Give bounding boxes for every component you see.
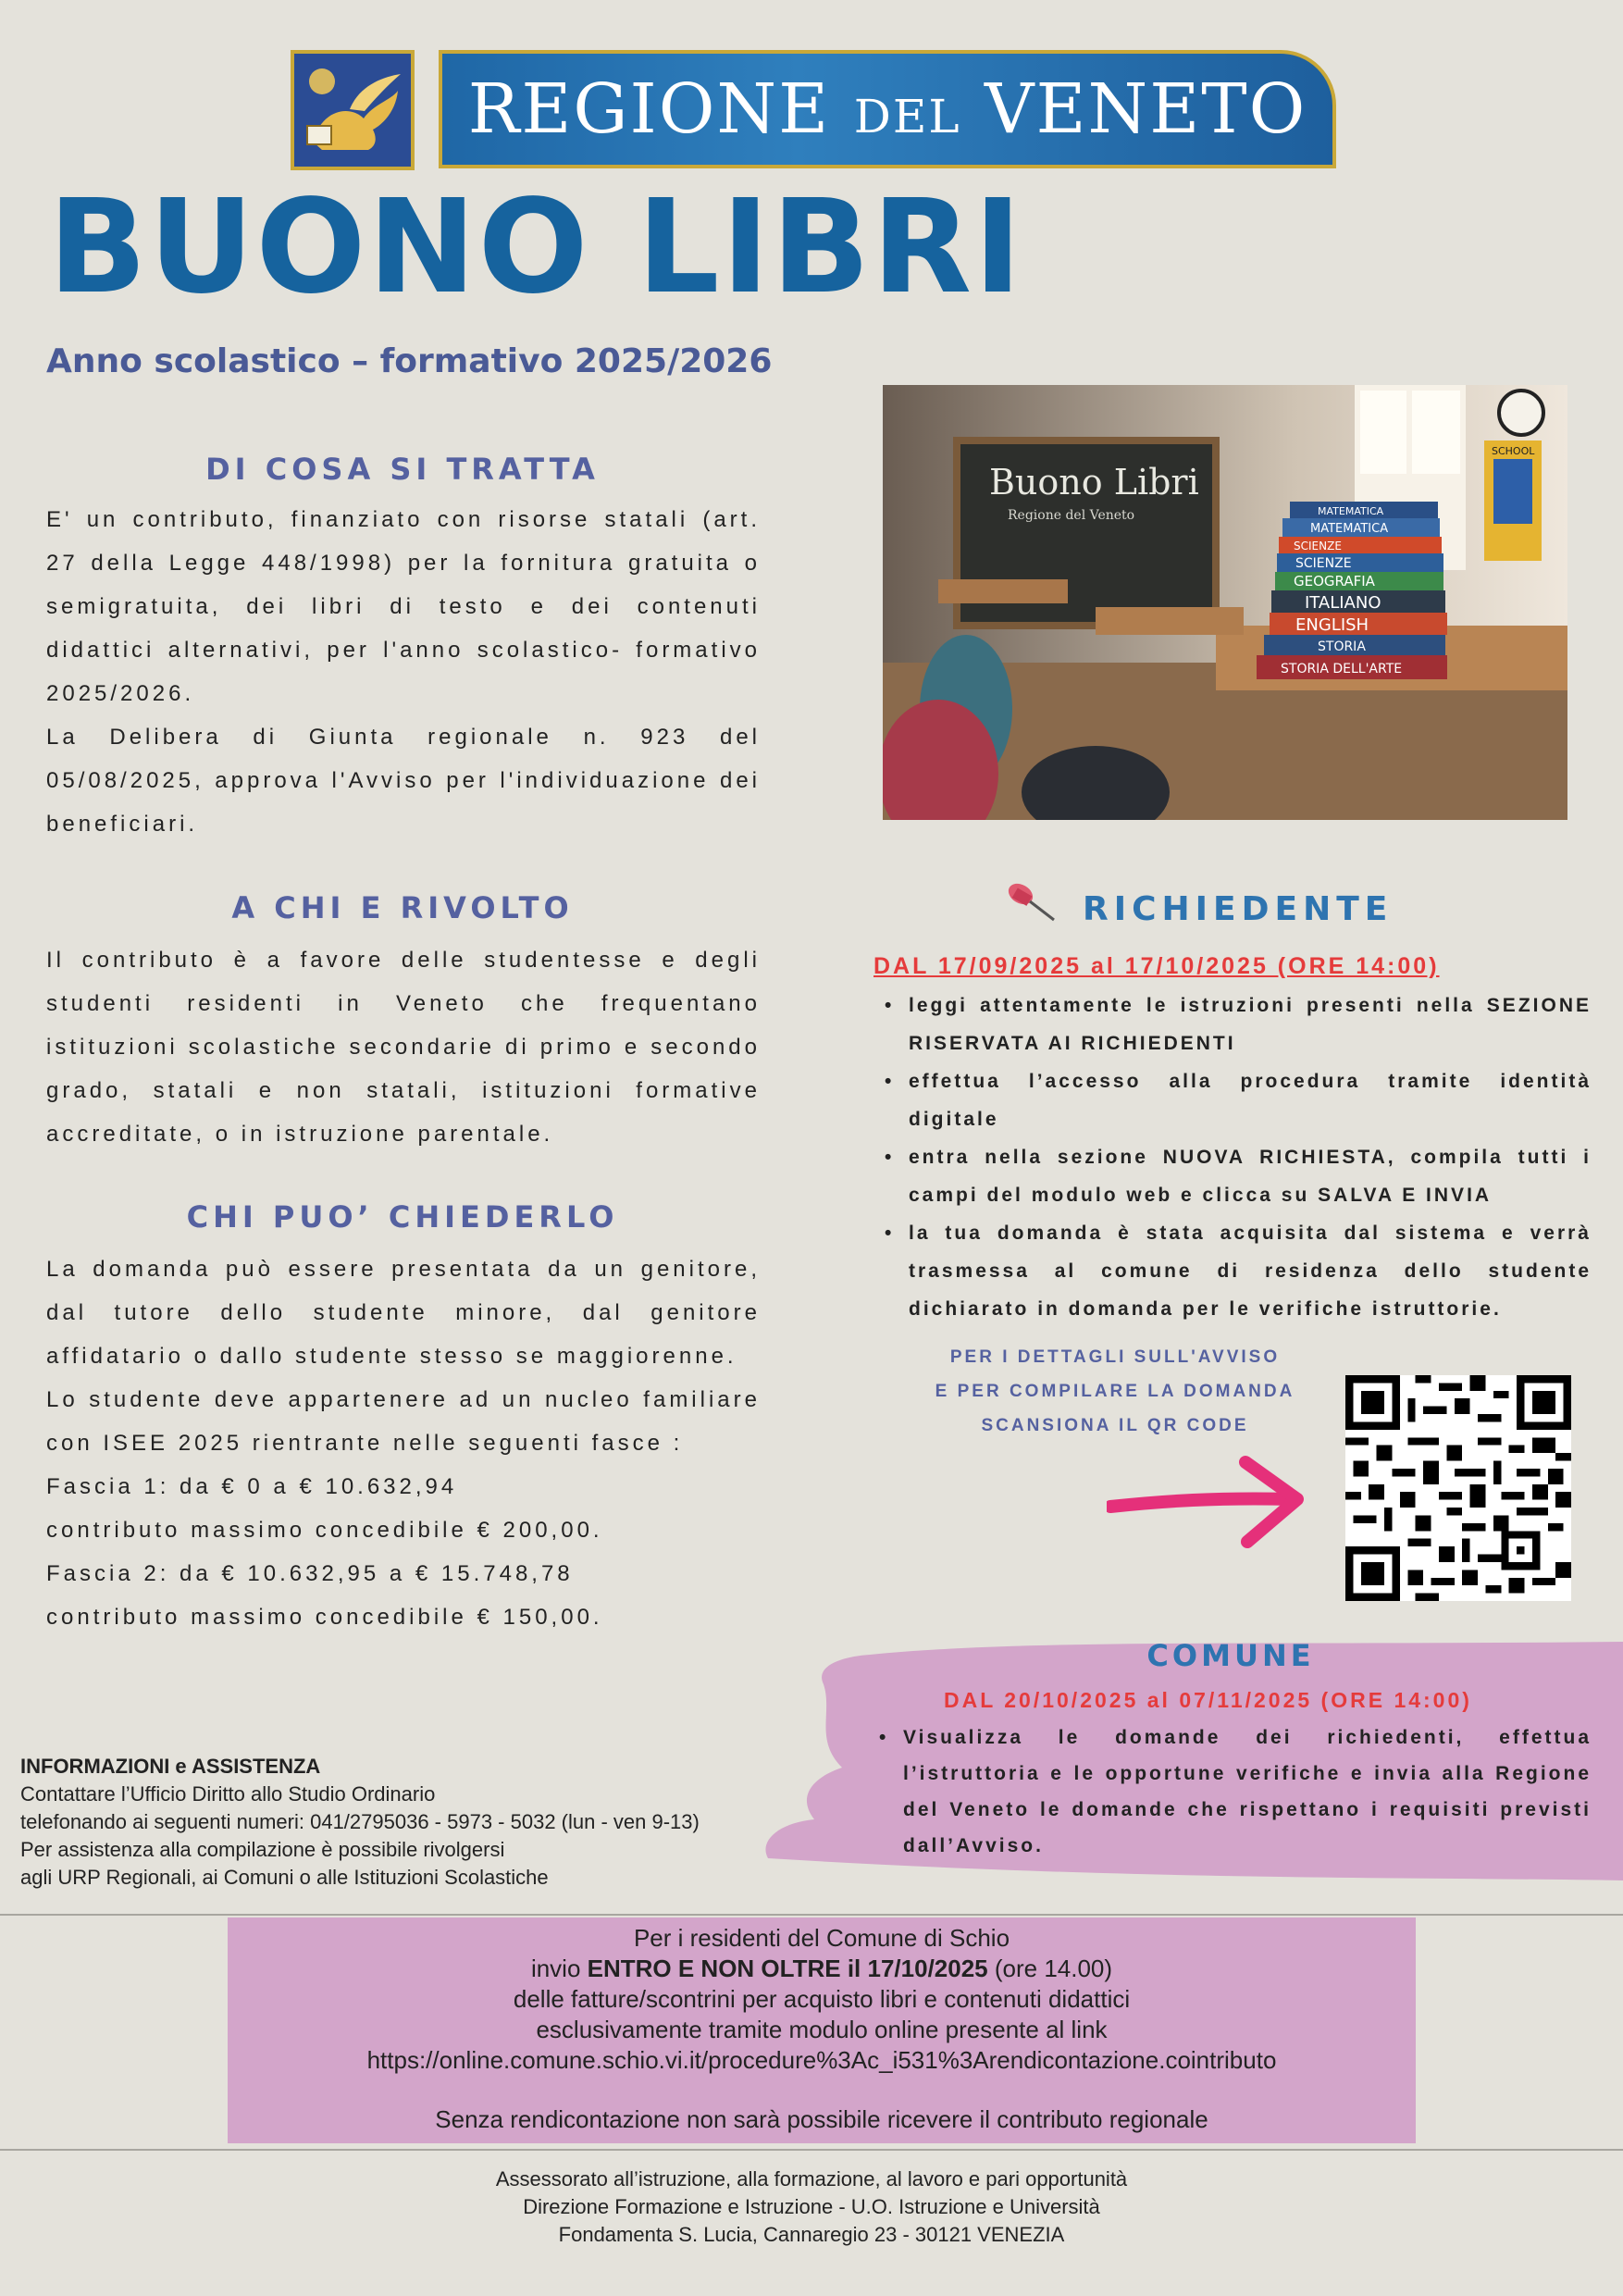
fascia-2-contributo: contributo massimo concedibile € 150,00. xyxy=(46,1605,603,1630)
footer-line-2: Direzione Formazione e Istruzione - U.O. Istruzione e Università xyxy=(523,2195,1100,2218)
svg-text:SCIENZE: SCIENZE xyxy=(1295,556,1352,571)
lion-of-st-mark-emblem xyxy=(291,50,415,170)
comune-date: DAL 20/10/2025 al 07/11/2025 (ORE 14:00) xyxy=(944,1688,1472,1712)
arrow-right-icon xyxy=(1107,1453,1310,1555)
schio-line-2: invio ENTRO E NON OLTRE il 17/10/2025 (ore 14.00) xyxy=(530,1955,1113,1982)
schio-line-4: esclusivamente tramite modulo online presente al link xyxy=(536,2016,1108,2043)
section-body-cosa xyxy=(46,498,761,846)
schio-deadline: ENTRO E NON OLTRE il 17/10/2025 xyxy=(587,1955,988,1982)
section-heading-cosa: DI COSA SI TRATTA xyxy=(205,452,600,487)
richiedente-date: DAL 17/09/2025 al 17/10/2025 (ORE 14:00) xyxy=(873,953,1440,979)
schio-notice xyxy=(228,1917,1416,2143)
cosa-paragraph-1: E' un contributo, finanziato con risorse statali (art. 27 della Legge 448/1998) per la fornitura gratuita o semigratuita, dei libri di testo e dei contenuti didattici alternativi, per l'anno scolastico- formativo 2025/2026. xyxy=(46,507,761,706)
qr-note-line-3: SCANSIONA IL QR CODE xyxy=(981,1416,1249,1435)
chalkboard-subtitle: Regione del Veneto xyxy=(1008,508,1135,523)
schio-link[interactable]: https://online.comune.schio.vi.it/procedure%3Ac_i531%3Arendicontazione.cointributo xyxy=(366,2046,1277,2074)
schio-line-6: Senza rendicontazione non sarà possibile ricevere il contributo regionale xyxy=(435,2105,1208,2133)
fascia-2-range: Fascia 2: da € 10.632,95 a € 15.748,78 xyxy=(46,1561,574,1586)
qr-note-line-2: E PER COMPILARE LA DOMANDA xyxy=(935,1382,1295,1401)
list-item: • Visualizza le domande dei richiedenti, effettua l’istruttoria e le opportune verifiche e invia alla Regione del Veneto le domande che rispettano i requisiti previsti dall’Avviso. xyxy=(903,1719,1592,1864)
pushpin-icon xyxy=(1002,879,1058,925)
info-line-4: agli URP Regionali, ai Comuni o alle Istituzioni Scolastiche xyxy=(20,1866,549,1889)
page-subtitle: Anno scolastico – formativo 2025/2026 xyxy=(46,342,773,380)
footer-line-1: Assessorato all’istruzione, alla formazione, al lavoro e pari opportunità xyxy=(495,2167,1128,2191)
rivolto-paragraph-1: Il contributo è a favore delle studentesse e degli studenti residenti in Veneto che frequentano istituzioni scolastiche secondarie di primo e secondo grado, statali e non statali, istituzioni formative accreditate, o in istruzione parentale. xyxy=(46,948,761,1147)
section-body-chi-puo xyxy=(46,1247,761,1639)
cosa-paragraph-2: La Delibera di Giunta regionale n. 923 del 05/08/2025, approva l'Avviso per l'individuazione dei beneficiari. xyxy=(46,725,761,837)
svg-text:GEOGRAFIA: GEOGRAFIA xyxy=(1294,573,1375,590)
qr-code[interactable] xyxy=(1345,1375,1571,1601)
info-heading: INFORMAZIONI e ASSISTENZA xyxy=(20,1755,321,1778)
list-item: • leggi attentamente le istruzioni presenti nella SEZIONE RISERVATA AI RICHIEDENTI xyxy=(909,987,1592,1062)
svg-text:STORIA: STORIA xyxy=(1318,639,1366,654)
footer xyxy=(0,2166,1623,2249)
schio-line-1: Per i residenti del Comune di Schio xyxy=(633,1924,1010,1952)
schio-line-3: delle fatture/scontrini per acquisto libri e contenuti didattici xyxy=(513,1985,1131,2013)
book-stack xyxy=(1257,502,1447,679)
page-title: BUONO LIBRI xyxy=(48,172,1024,323)
comune-heading: COMUNE xyxy=(1146,1638,1315,1673)
section-heading-chi-puo: CHI PUO’ CHIEDERLO xyxy=(186,1199,619,1235)
info-line-3: Per assistenza alla compilazione è possibile rivolgersi xyxy=(20,1838,505,1861)
svg-text:ENGLISH: ENGLISH xyxy=(1295,615,1369,635)
chi-puo-paragraph-2: Lo studente deve appartenere ad un nucleo familiare con ISEE 2025 rientrante nelle seguenti fasce : xyxy=(46,1387,761,1456)
fascia-1-range: Fascia 1: da € 0 a € 10.632,94 xyxy=(46,1474,458,1499)
qr-note-line-1: PER I DETTAGLI SULL'AVVISO xyxy=(949,1347,1281,1367)
list-item: • la tua domanda è stata acquisita dal sistema e verrà trasmessa al comune di residenza dello studente dichiarato in domanda per le verifiche istruttorie. xyxy=(909,1214,1592,1328)
info-line-1: Contattare l’Ufficio Diritto allo Studio Ordinario xyxy=(20,1782,436,1806)
richiedente-heading: RICHIEDENTE xyxy=(1083,890,1394,928)
list-item: • entra nella sezione NUOVA RICHIESTA, compila tutti i campi del modulo web e clicca su SALVA E INVIA xyxy=(909,1138,1592,1214)
footer-line-3: Fondamenta S. Lucia, Cannaregio 23 - 30121 VENEZIA xyxy=(558,2223,1065,2246)
chi-puo-paragraph-1: La domanda può essere presentata da un genitore, dal tutore dello studente minore, dal genitore affidatario o dallo studente stesso se maggiorenne. xyxy=(46,1257,761,1369)
richiedente-steps xyxy=(877,987,1592,1328)
regione-veneto-banner xyxy=(439,50,1336,168)
qr-instructions xyxy=(916,1340,1314,1443)
divider xyxy=(0,2149,1623,2151)
banner-title: REGIONE DEL VENETO xyxy=(467,69,1307,149)
info-assistenza xyxy=(20,1753,779,1892)
svg-text:STORIA DELL'ARTE: STORIA DELL'ARTE xyxy=(1281,662,1403,676)
classroom-photo xyxy=(883,385,1567,820)
info-line-2: telefonando ai seguenti numeri: 041/2795036 - 5973 - 5032 (lun - ven 9-13) xyxy=(20,1810,700,1833)
comune-steps xyxy=(872,1719,1592,1864)
list-item: • effettua l’accesso alla procedura tramite identità digitale xyxy=(909,1062,1592,1138)
divider xyxy=(0,1914,1623,1916)
fascia-1-contributo: contributo massimo concedibile € 200,00. xyxy=(46,1518,603,1543)
school-poster: SCHOOL xyxy=(1492,445,1535,457)
chalkboard-title: Buono Libri xyxy=(989,462,1199,503)
svg-text:MATEMATICA: MATEMATICA xyxy=(1318,505,1384,517)
section-heading-rivolto: A CHI E RIVOLTO xyxy=(231,890,574,925)
svg-text:MATEMATICA: MATEMATICA xyxy=(1310,522,1389,536)
section-body-rivolto xyxy=(46,938,761,1156)
svg-text:ITALIANO: ITALIANO xyxy=(1305,593,1381,613)
svg-text:SCIENZE: SCIENZE xyxy=(1294,540,1342,552)
